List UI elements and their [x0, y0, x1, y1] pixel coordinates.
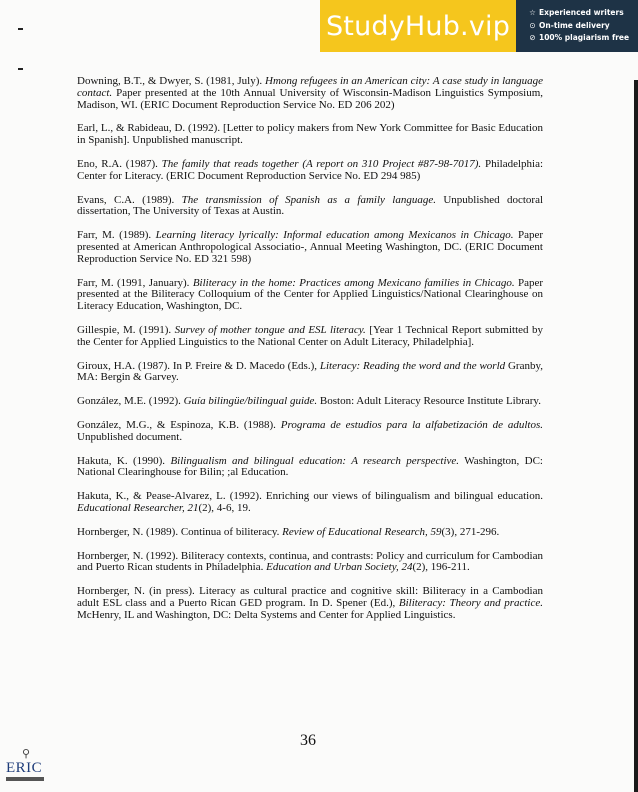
scan-mark [18, 68, 23, 70]
eric-logo [6, 748, 46, 784]
reference-entry: Downing, B.T., & Dwyer, S. (1981, July). Hmong refugees in an American city: A case study in language contact. Paper presented at the 10th Annual University of Wisconsin-Madison Linguistics Symposium, Madison, WI. (ERIC Document Reproduction Service No. ED 206 202) [77, 75, 544, 111]
brand-logo[interactable]: StudyHub.vip [320, 0, 516, 52]
page-number: 36 [300, 732, 316, 749]
reference-entry: Hornberger, N. (1992). Biliteracy contexts, continua, and contrasts: Policy and curriculum for Cambodian and Puerto Rican students in Philadelphia. Education and Urban Society, 24(2), 196-211. [77, 549, 543, 574]
reference-list [77, 76, 543, 634]
star-icon: ☆ [529, 8, 536, 17]
reference-entry: Giroux, H.A. (1987). In P. Freire & D. Macedo (Eds.), Literacy: Reading the word and the world Granby, MA: Bergin & Garvey. [77, 359, 544, 384]
feature-item [528, 32, 638, 45]
eric-logo-text: ERIC [6, 760, 43, 776]
feature-item [528, 7, 638, 20]
banner-features [516, 0, 638, 52]
feature-label: Experienced writers [539, 8, 624, 17]
logo-underline [6, 777, 44, 781]
clock-icon: ⊙ [529, 20, 536, 30]
reference-entry: Hornberger, N. (1989). Continua of biliteracy. Review of Educational Research, 59(3), 271-296. [77, 525, 500, 538]
reference-entry: Earl, L., & Rabideau, D. (1992). [Letter to policy makers from New York Committee for Basic Education in Spanish]. Unpublished manuscript. [77, 122, 544, 147]
reference-entry: Hakuta, K. (1990). Bilingualism and bilingual education: A research perspective. Washington, DC: National Clearinghouse for Bilin; ;al Education. [77, 454, 543, 479]
reference-entry: Farr, M. (1991, January). Biliteracy in the home: Practices among Mexicano families in Chicago. Paper presented at the Biliteracy Colloquium of the Center for Applied Linguistics/National Clearinghouse on Literacy Education, Washington, DC. [77, 276, 544, 313]
scan-mark [18, 28, 23, 30]
reference-entry: Evans, C.A. (1989). The transmission of Spanish as a family language. Unpublished doctoral dissertation, The University of Texas at Austin. [77, 193, 544, 218]
feature-label: 100% plagiarism free [539, 33, 630, 42]
feature-label: On-time delivery [539, 20, 610, 30]
feature-item [528, 20, 638, 33]
reference-entry: González, M.E. (1992). Guía bilingüe/bilingual guide. Boston: Adult Literacy Resource Institute Library. [77, 395, 541, 408]
reference-entry: Farr, M. (1989). Learning literacy lyrically: Informal education among Mexicanos in Chicago. Paper presented at American Anthropological Associatio-, Annual Meeting Washington, DC. (ERIC Document Reproduction Service No. ED 321 598) [77, 229, 544, 265]
reference-entry: Eno, R.A. (1987). The family that reads together (A report on 310 Project #87-98-7017). Philadelphia: Center for Literacy. (ERIC Document Reproduction Service No. ED 294 985) [77, 157, 544, 182]
reference-entry: Hakuta, K., & Pease-Alvarez, L. (1992). Enriching our views of bilingualism and bilingual education. Educational Researcher, 21(2), 4-6, 19. [77, 490, 543, 514]
reference-entry: González, M.G., & Espinoza, K.B. (1988). Programa de estudios para la alfabetización de adultos. Unpublished document. [77, 418, 543, 443]
reference-entry: Hornberger, N. (in press). Literacy as cultural practice and cognitive skill: Biliteracy in a Cambodian adult ESL class and a Puerto Rican GED program. In D. Spener (Ed.), Biliteracy: Theory and practice. McHenry, IL and Washington, DC: Delta Systems and Center for Applied Linguistics. [77, 585, 543, 621]
ad-banner[interactable] [320, 0, 638, 52]
shield-icon: ⊘ [529, 33, 536, 42]
reference-entry: Gillespie, M. (1991). Survey of mother tongue and ESL literacy. [Year 1 Technical Report submitted by the Center for Applied Linguistics to the National Center on Adult Literacy, Philadelphia]. [77, 323, 544, 348]
eric-seal-icon: ⚲ [21, 748, 31, 760]
scan-edge [634, 80, 638, 792]
